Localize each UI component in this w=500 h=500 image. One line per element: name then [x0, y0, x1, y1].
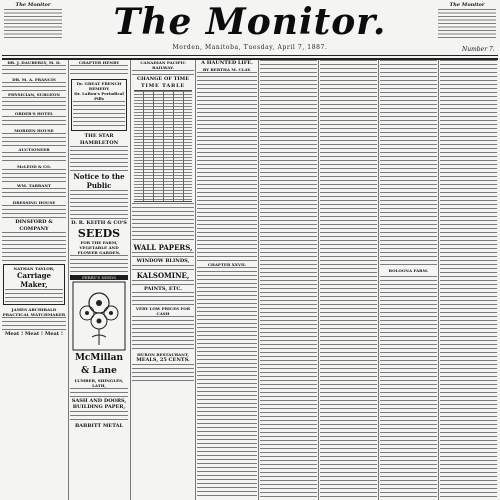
- ad-text: [70, 388, 128, 398]
- ad-text: [132, 280, 194, 286]
- story-title: A HAUNTED LIFE.: [201, 60, 253, 66]
- column-rule: [318, 60, 319, 500]
- ad-heading: Notice to the Public: [73, 172, 125, 190]
- ad-heading: WALL PAPERS,: [133, 243, 193, 252]
- story-text: [380, 60, 437, 265]
- chapter-heading: CHAPTER XXVII.: [207, 261, 247, 267]
- ad-heading: THE STAR HAMBLETON: [79, 133, 119, 146]
- ad-text: [5, 289, 63, 303]
- masthead: [0, 0, 500, 58]
- card-heading: WM. TARRANT: [17, 183, 51, 188]
- nameplate: The Monitor.: [113, 1, 387, 43]
- masthead-rule-top: [2, 55, 498, 56]
- column-2: [70, 60, 128, 500]
- left-ear: [4, 4, 62, 39]
- flower-bouquet-icon: [72, 281, 126, 351]
- seed-packet-illustration: [72, 281, 126, 351]
- ad-heading: WINDOW BLINDS,: [136, 258, 190, 264]
- ad-text: [132, 203, 194, 243]
- story-text: [320, 60, 377, 500]
- card-heading: McLEOD & CO.: [17, 164, 51, 169]
- ad-heading: TIME TABLE: [140, 82, 186, 89]
- story-byline: BY BERTHA M. CLAY.: [202, 66, 252, 72]
- card-text: [2, 116, 66, 128]
- card-heading: AUCTIONEER: [18, 147, 50, 152]
- ad-text: [70, 190, 128, 220]
- ad-heading: SASH AND DOORS,: [71, 397, 127, 404]
- column-rule: [438, 60, 439, 500]
- column-1: [2, 60, 66, 500]
- ad-heading: LUMBER, SHINGLES, LATH,: [74, 377, 124, 388]
- card-heading: PRACTICAL WATCHMAKER: [2, 312, 66, 317]
- card-heading: Meat ! Meat ! Meat !: [4, 331, 64, 337]
- column-rule: [258, 60, 259, 500]
- story-text: [197, 72, 257, 262]
- column-rule: [68, 60, 69, 500]
- right-ear-text: [438, 9, 496, 39]
- ad-heading: CHANGE OF TIME: [136, 76, 190, 82]
- ad-text: [132, 70, 194, 76]
- ad-heading: BABBITT METAL: [74, 422, 124, 429]
- card-text: [2, 97, 66, 111]
- card-text: [2, 65, 66, 77]
- card-text: [2, 133, 66, 147]
- ad-heading: PAINTS, ETC.: [144, 285, 182, 292]
- column-7: [380, 60, 437, 500]
- ad-text: [132, 364, 194, 384]
- ad-heading: Carriage Maker,: [16, 271, 52, 289]
- column-rule: [195, 60, 196, 500]
- ad-heading: KALSOMINE,: [136, 270, 190, 280]
- column-rule: [130, 60, 131, 500]
- ad-heading: NATHAN TAYLOR,: [13, 266, 55, 271]
- ad-heading: MEALS, 25 CENTS.: [136, 357, 190, 363]
- card-text: [2, 317, 66, 331]
- ad-text: [70, 255, 128, 275]
- section-heading: BOLOGNA FARM.: [388, 268, 429, 273]
- column-5: [260, 60, 317, 500]
- column-4: [197, 60, 257, 500]
- ad-heading: FOR THE FARM, VEGETABLE AND FLOWER GARDEN.: [77, 239, 121, 255]
- story-text: [260, 60, 317, 500]
- card-heading: JAMES ARCHIBALD: [11, 307, 57, 312]
- carriage-maker-ad: [3, 264, 65, 305]
- card-heading: PHYSICIAN, SURGEON: [7, 92, 61, 97]
- card-heading: MORDEN HOUSE: [14, 128, 54, 133]
- card-heading: DR. J. DAUBERLY, M. D.: [7, 60, 61, 65]
- ad-heading: CANADIAN PACIFIC RAILWAY.: [140, 60, 186, 70]
- french-remedy-ad: [71, 79, 127, 131]
- issue-number: Number 7.: [462, 46, 495, 53]
- card-heading: DINSFORD & COMPANY: [15, 219, 53, 232]
- story-text: [440, 60, 497, 500]
- right-ear-title: The Monitor: [449, 2, 485, 8]
- ad-heading: BUILDING PAPER,: [72, 404, 126, 410]
- ad-heading: D. R. KEITH & CO'S: [71, 220, 127, 226]
- card-text: [2, 205, 66, 219]
- column-6: [320, 60, 377, 500]
- ad-heading: McMillan & Lane: [74, 352, 124, 376]
- ad-text: [73, 101, 125, 129]
- ad-heading: HURON RESTAURANT,: [137, 352, 189, 357]
- column-8: [440, 60, 497, 500]
- ad-heading: VERY LOW PRICES FOR CASH: [135, 306, 191, 316]
- seeds-banner: FERRY'S SEEDS: [70, 275, 128, 280]
- ad-text: [132, 292, 194, 306]
- card-text: [2, 232, 66, 262]
- right-ear: [438, 4, 496, 39]
- ad-text: [70, 411, 128, 423]
- ad-text: [132, 265, 194, 271]
- ad-text: [70, 146, 128, 172]
- card-heading: DRESSING HOUSE: [12, 200, 56, 205]
- dateline: Morden, Manitoba, Tuesday, April 7, 1887.: [172, 44, 328, 51]
- ad-text: [70, 65, 128, 77]
- ad-heading: Dr. LaBou's Periodical Pills: [74, 91, 124, 101]
- ad-heading: Dr. GREAT FRENCH REMEDY: [76, 81, 122, 91]
- ad-heading: CHAPTER HENRY: [78, 60, 120, 65]
- column-rule: [378, 60, 379, 500]
- left-ear-title: The Monitor: [15, 2, 51, 8]
- card-text: [2, 169, 66, 183]
- card-text: [2, 188, 66, 200]
- ad-heading: SEEDS: [77, 226, 121, 240]
- story-text: [380, 276, 437, 500]
- story-text: [197, 267, 257, 497]
- card-text: [2, 82, 66, 92]
- left-ear-text: [4, 9, 62, 39]
- ad-text: [132, 316, 194, 352]
- card-heading: ORDER'S HOTEL: [14, 111, 54, 116]
- column-3: [132, 60, 194, 500]
- card-heading: DR. M. A. FRANCIS: [12, 77, 56, 82]
- ad-text: [132, 252, 194, 258]
- railway-timetable: [134, 90, 192, 202]
- card-text: [2, 152, 66, 164]
